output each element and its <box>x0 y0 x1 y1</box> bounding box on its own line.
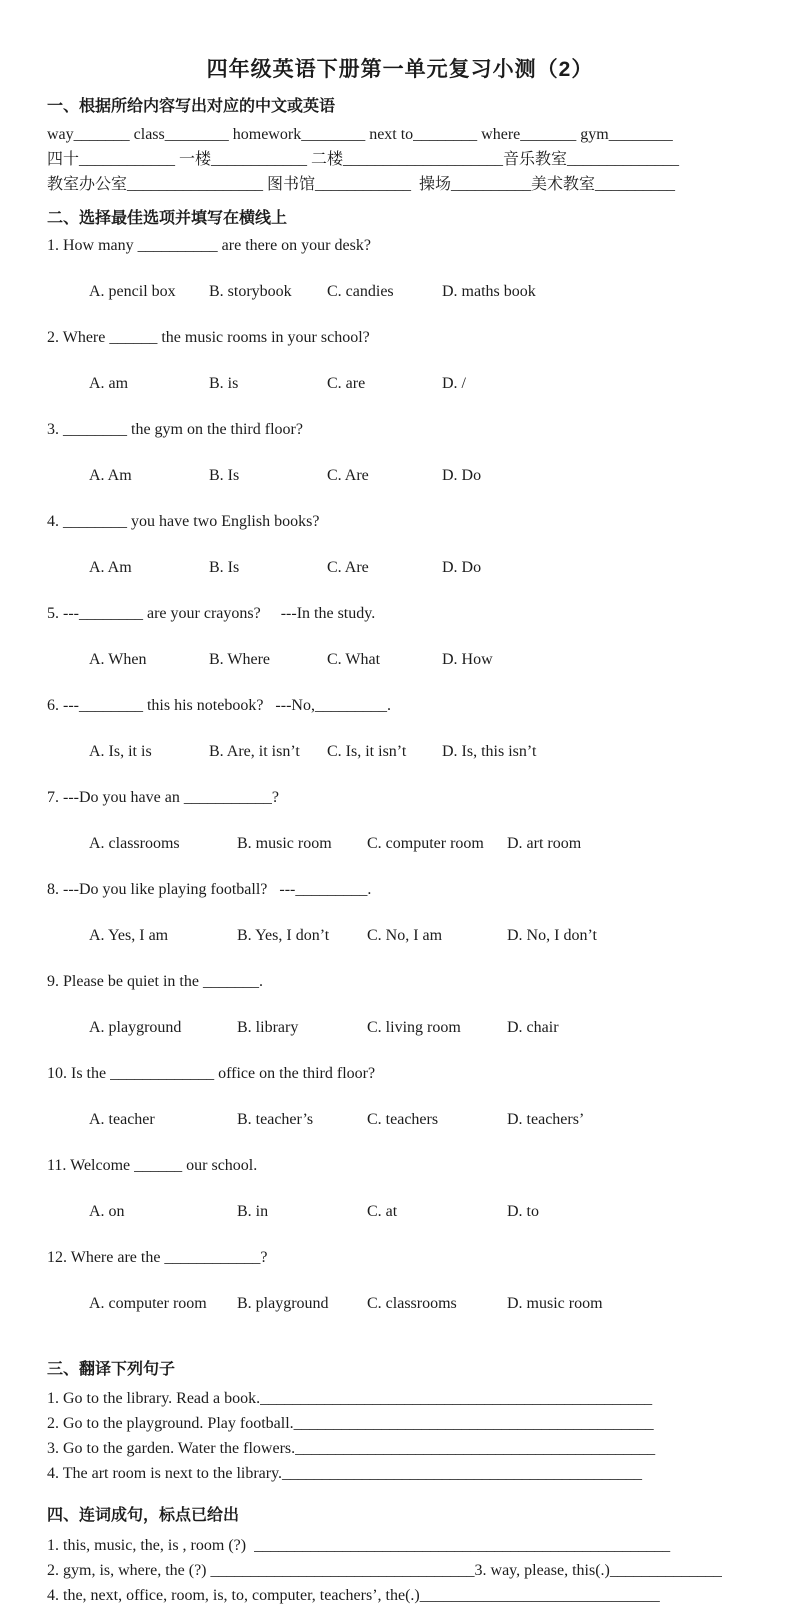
s2-q6-options <box>47 717 753 786</box>
option-d: D. How <box>442 651 493 668</box>
option-a: A. classrooms <box>89 835 180 852</box>
s2-q7-text: 7. ---Do you have an ___________? <box>47 789 279 806</box>
s2-q11-text: 11. Welcome ______ our school. <box>47 1157 258 1174</box>
option-c: C. at <box>367 1203 398 1220</box>
option-a: A. playground <box>89 1019 182 1036</box>
rearrange-line-4: 4. the, next, office, room, is, to, computer, teachers’, the(.)______________________________ <box>47 1587 660 1604</box>
option-c: C. What <box>327 651 381 668</box>
option-a: A. Is, it is <box>89 743 152 760</box>
option-d: D. music room <box>507 1295 603 1312</box>
option-a: A. am <box>89 375 129 392</box>
option-c: C. living room <box>367 1019 461 1036</box>
rearrange-line-2-3: 2. gym, is, where, the (?) _________________________________3. way, please, this(.)______________ <box>47 1562 722 1579</box>
option-d: D. Do <box>442 467 482 484</box>
translation-line-1: 1. Go to the library. Read a book._________________________________________________ <box>47 1390 653 1407</box>
option-c: C. Are <box>327 559 369 576</box>
translation-line-4: 4. The art room is next to the library._____________________________________________ <box>47 1465 643 1482</box>
option-c: C. teachers <box>367 1111 439 1128</box>
translation-line-3: 3. Go to the garden. Water the flowers._____________________________________________ <box>47 1440 656 1457</box>
vocab-line-english: way_______ class________ homework________ next to________ where_______ gym________ <box>47 126 673 143</box>
s2-q10-options <box>47 1085 753 1154</box>
section-multiple-choice <box>47 209 753 1338</box>
option-d: D. teachers’ <box>507 1111 585 1128</box>
option-b: B. in <box>237 1203 269 1220</box>
option-c: C. Is, it isn’t <box>327 743 407 760</box>
s2-q8-text: 8. ---Do you like playing football? ---_________. <box>47 881 372 898</box>
s2-q5-text: 5. ---________ are your crayons? ---In the study. <box>47 605 376 622</box>
s2-q9-text: 9. Please be quiet in the _______. <box>47 973 263 990</box>
option-c: C. Are <box>327 467 369 484</box>
option-a: A. When <box>89 651 147 668</box>
option-d: D. maths book <box>442 283 536 300</box>
option-a: A. computer room <box>89 1295 207 1312</box>
option-d: D. to <box>507 1203 539 1220</box>
option-a: A. Yes, I am <box>89 927 169 944</box>
s2-q7-options <box>47 809 753 878</box>
s2-q3-options <box>47 441 753 510</box>
option-c: C. No, I am <box>367 927 443 944</box>
option-c: C. are <box>327 375 366 392</box>
option-d: D. Is, this isn’t <box>442 743 537 760</box>
vocab-line-chinese-2: 教室办公室_________________ 图书馆____________ 操场__________美术教室__________ <box>47 176 676 193</box>
section-vocabulary <box>47 97 753 197</box>
option-a: A. on <box>89 1203 125 1220</box>
section-translation <box>47 1360 753 1486</box>
option-d: D. No, I don’t <box>507 927 597 944</box>
option-b: B. storybook <box>209 283 292 300</box>
section-4-heading: 四、连词成句，标点已给出 <box>47 1507 240 1524</box>
s2-q6-text: 6. ---________ this his notebook? ---No,_________. <box>47 697 391 714</box>
option-d: D. art room <box>507 835 582 852</box>
s2-q5-options <box>47 625 753 694</box>
option-b: B. music room <box>237 835 332 852</box>
vocab-line-chinese-1: 四十____________ 一楼____________ 二楼____________________音乐教室______________ <box>47 151 680 168</box>
option-c: C. candies <box>327 283 394 300</box>
rearrange-line-1: 1. this, music, the, is , room (?) ____________________________________________________ <box>47 1537 671 1554</box>
section-1-heading: 一、根据所给内容写出对应的中文或英语 <box>47 98 336 115</box>
option-c: C. computer room <box>367 835 484 852</box>
option-b: B. playground <box>237 1295 329 1312</box>
option-b: B. Are, it isn’t <box>209 743 300 760</box>
s2-q12-options <box>47 1269 753 1338</box>
option-b: B. Is <box>209 559 240 576</box>
s2-q10-text: 10. Is the _____________ office on the third floor? <box>47 1065 376 1082</box>
option-d: D. / <box>442 375 466 392</box>
section-sentence-building <box>47 1506 753 1608</box>
translation-line-2: 2. Go to the playground. Play football._____________________________________________ <box>47 1415 654 1432</box>
s2-q9-options <box>47 993 753 1062</box>
page-title: 四年级英语下册第一单元复习小测（2） <box>206 58 594 81</box>
s2-q8-options <box>47 901 753 970</box>
s2-q11-options <box>47 1177 753 1246</box>
s2-q1-options <box>47 257 753 326</box>
section-2-heading: 二、选择最佳选项并填写在横线上 <box>47 210 288 227</box>
option-b: B. teacher’s <box>237 1111 314 1128</box>
option-d: D. Do <box>442 559 482 576</box>
option-c: C. classrooms <box>367 1295 457 1312</box>
s2-q2-text: 2. Where ______ the music rooms in your school? <box>47 329 370 346</box>
s2-q1-text: 1. How many __________ are there on your desk? <box>47 237 371 254</box>
s2-q2-options <box>47 349 753 418</box>
option-b: B. library <box>237 1019 299 1036</box>
s2-q4-text: 4. ________ you have two English books? <box>47 513 320 530</box>
option-a: A. Am <box>89 559 132 576</box>
option-b: B. Where <box>209 651 271 668</box>
s2-q3-text: 3. ________ the gym on the third floor? <box>47 421 303 438</box>
option-b: B. Is <box>209 467 240 484</box>
option-a: A. teacher <box>89 1111 155 1128</box>
option-a: A. Am <box>89 467 132 484</box>
option-b: B. is <box>209 375 239 392</box>
option-d: D. chair <box>507 1019 559 1036</box>
s2-q4-options <box>47 533 753 602</box>
section-3-heading: 三、翻译下列句子 <box>47 1361 176 1378</box>
option-a: A. pencil box <box>89 283 176 300</box>
option-b: B. Yes, I don’t <box>237 927 330 944</box>
s2-q12-text: 12. Where are the ____________? <box>47 1249 268 1266</box>
